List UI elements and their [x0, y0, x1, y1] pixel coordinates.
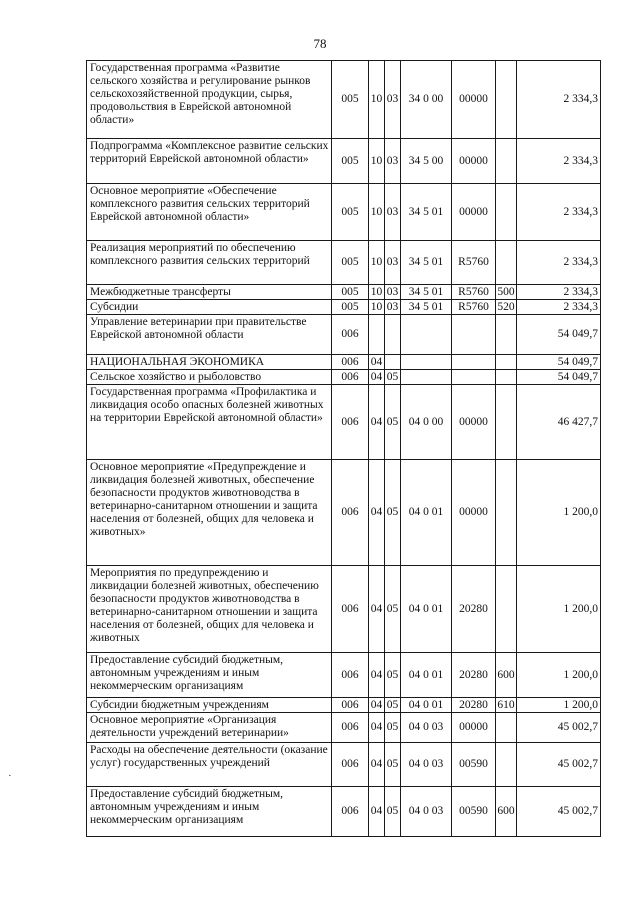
row-name: Субсидии	[87, 300, 332, 315]
row-section: 10	[369, 184, 385, 241]
row-target-article-2: 00000	[452, 61, 496, 139]
table-row	[87, 743, 601, 787]
row-ved: 006	[332, 787, 369, 837]
row-expense-type: 520	[497, 300, 515, 313]
row-subsection: 05	[385, 370, 401, 385]
row-amount: 2 334,3	[517, 139, 601, 184]
row-ved: 005	[332, 241, 369, 285]
row-target-article-1: 34 5 00	[401, 139, 452, 184]
row-name: Расходы на обеспечение деятельности (оказание услуг) государственных учреждений	[87, 743, 332, 787]
row-target-article-2: 00000	[452, 460, 496, 566]
row-section: 10	[369, 61, 385, 139]
table-row	[87, 698, 601, 713]
row-subsection: 03	[385, 300, 401, 315]
row-target-article-2: 00590	[452, 743, 496, 787]
table-row	[87, 460, 601, 566]
row-section: 10	[369, 285, 385, 300]
row-target-article-1	[401, 315, 452, 355]
row-section: 04	[369, 566, 385, 653]
table-row	[87, 315, 601, 355]
row-expense-type: 600	[496, 787, 517, 837]
budget-table	[86, 60, 601, 837]
row-subsection: 05	[385, 460, 401, 566]
row-ved: 006	[332, 460, 369, 566]
row-amount: 54 049,7	[517, 315, 601, 355]
row-target-article-2: 00590	[452, 787, 496, 837]
table-row	[87, 355, 601, 370]
table-row	[87, 385, 601, 460]
row-amount: 45 002,7	[517, 743, 601, 787]
row-expense-type	[496, 61, 517, 139]
row-target-article-1: 04 0 03	[401, 787, 452, 837]
table-row	[87, 139, 601, 184]
row-expense-type: 600	[496, 653, 517, 698]
row-subsection: 05	[385, 698, 401, 713]
row-target-article-2: 20280	[452, 653, 496, 698]
row-ved: 006	[332, 315, 369, 355]
budget-table-body	[87, 61, 601, 837]
row-subsection: 03	[385, 61, 401, 139]
row-ved: 005	[332, 300, 369, 315]
row-target-article-1: 04 0 03	[401, 743, 452, 787]
row-expense-type	[496, 139, 517, 184]
row-name: Государственная программа «Развитие сельского хозяйства и регулирование рынков сельскохозяйственной продукции, сырья, продовольствия в Еврейской автономной области»	[87, 61, 332, 139]
row-section: 04	[369, 713, 385, 743]
row-name: Предоставление субсидий бюджетным, автономным учреждениям и иным некоммерческим организациям	[87, 653, 332, 698]
row-expense-type	[496, 743, 517, 787]
row-target-article-1: 04 0 01	[401, 566, 452, 653]
row-target-article-1: 34 5 01	[401, 241, 452, 285]
row-amount: 1 200,0	[517, 460, 601, 566]
row-target-article-2: R5760	[452, 285, 496, 300]
row-name: Сельское хозяйство и рыболовство	[87, 370, 332, 385]
row-target-article-1	[401, 370, 452, 385]
row-section: 04	[369, 355, 385, 370]
row-name: Управление ветеринарии при правительстве Еврейской автономной области	[87, 315, 332, 355]
row-section: 04	[369, 370, 385, 385]
row-amount: 1 200,0	[517, 698, 601, 713]
row-target-article-1: 04 0 03	[401, 713, 452, 743]
row-ved: 005	[332, 285, 369, 300]
row-name: Мероприятия по предупреждению и ликвидации болезней животных, обеспечению безопасности продуктов животноводства в ветеринарно-санитарном отношении и защита населения от болезней, общих для человека и животных	[87, 566, 332, 653]
row-target-article-2: 20280	[452, 698, 496, 713]
table-row	[87, 285, 601, 300]
row-ved: 006	[332, 566, 369, 653]
row-subsection: 05	[385, 787, 401, 837]
row-target-article-1: 04 0 01	[401, 653, 452, 698]
row-subsection: 03	[385, 139, 401, 184]
row-amount: 2 334,3	[517, 61, 601, 139]
row-section: 04	[369, 385, 385, 460]
row-name: НАЦИОНАЛЬНАЯ ЭКОНОМИКА	[87, 355, 332, 370]
row-subsection: 05	[385, 743, 401, 787]
row-amount: 54 049,7	[517, 355, 601, 370]
stray-mark: ·	[8, 770, 12, 782]
row-expense-type	[496, 566, 517, 653]
row-name: Предоставление субсидий бюджетным, автономным учреждениям и иным некоммерческим организациям	[87, 787, 332, 837]
table-row	[87, 566, 601, 653]
row-expense-type: 610	[497, 698, 515, 711]
row-amount: 45 002,7	[517, 787, 601, 837]
row-ved: 005	[332, 184, 369, 241]
row-name: Подпрограмма «Комплексное развитие сельских территорий Еврейской автономной области»	[87, 139, 332, 184]
row-name: Основное мероприятие «Предупреждение и ликвидация болезней животных, обеспечение безопасности продуктов животноводства в ветеринарно-санитарном отношении и защита населения от болезней, общих для человека и животных»	[87, 460, 332, 566]
table-row	[87, 713, 601, 743]
row-name: Основное мероприятие «Обеспечение комплексного развития сельских территорий Еврейской автономной области»	[87, 184, 332, 241]
row-amount: 54 049,7	[517, 370, 601, 385]
row-amount: 46 427,7	[517, 385, 601, 460]
row-section: 04	[369, 787, 385, 837]
row-expense-type	[496, 241, 517, 285]
row-target-article-1: 34 5 01	[401, 300, 452, 315]
row-target-article-1	[401, 355, 452, 370]
row-expense-type	[496, 184, 517, 241]
row-target-article-2: R5760	[452, 300, 496, 315]
row-ved: 006	[332, 698, 369, 713]
row-ved: 006	[332, 713, 369, 743]
row-target-article-2: 00000	[452, 139, 496, 184]
row-target-article-2: R5760	[452, 241, 496, 285]
row-target-article-2	[452, 315, 496, 355]
row-subsection: 03	[385, 285, 401, 300]
row-expense-type	[496, 315, 517, 355]
row-expense-type	[496, 385, 517, 460]
row-section: 04	[369, 460, 385, 566]
row-ved: 006	[332, 370, 369, 385]
row-expense-type	[496, 370, 517, 385]
row-subsection: 05	[385, 713, 401, 743]
row-ved: 005	[332, 139, 369, 184]
row-expense-type	[496, 355, 517, 370]
row-name: Субсидии бюджетным учреждениям	[87, 698, 332, 713]
table-row	[87, 300, 601, 315]
row-amount: 2 334,3	[517, 241, 601, 285]
row-amount: 45 002,7	[517, 713, 601, 743]
row-section: 10	[369, 139, 385, 184]
row-expense-type	[496, 713, 517, 743]
row-target-article-2: 00000	[452, 184, 496, 241]
table-row	[87, 787, 601, 837]
row-section: 04	[369, 653, 385, 698]
row-target-article-2: 00000	[452, 713, 496, 743]
row-target-article-2	[452, 355, 496, 370]
table-row	[87, 184, 601, 241]
row-ved: 006	[332, 355, 369, 370]
row-target-article-1: 34 0 00	[401, 61, 452, 139]
row-amount: 2 334,3	[517, 184, 601, 241]
row-name: Реализация мероприятий по обеспечению комплексного развития сельских территорий	[87, 241, 332, 285]
row-subsection	[385, 315, 401, 355]
row-target-article-2: 00000	[452, 385, 496, 460]
row-target-article-1: 04 0 00	[401, 385, 452, 460]
row-amount: 2 334,3	[517, 285, 601, 300]
row-target-article-1: 34 5 01	[401, 184, 452, 241]
row-subsection: 05	[385, 653, 401, 698]
row-section	[369, 315, 385, 355]
row-subsection: 03	[385, 241, 401, 285]
row-ved: 005	[332, 61, 369, 139]
row-name: Основное мероприятие «Организация деятельности учреждений ветеринарии»	[87, 713, 332, 743]
row-target-article-2	[452, 370, 496, 385]
row-subsection: 03	[385, 184, 401, 241]
table-row	[87, 370, 601, 385]
row-section: 10	[369, 300, 385, 315]
row-section: 04	[369, 743, 385, 787]
row-amount: 2 334,3	[517, 300, 601, 315]
row-ved: 006	[332, 743, 369, 787]
row-subsection: 05	[385, 566, 401, 653]
row-target-article-2: 20280	[452, 566, 496, 653]
table-row	[87, 653, 601, 698]
page-number: 78	[313, 36, 327, 51]
row-target-article-1: 34 5 01	[401, 285, 452, 300]
row-ved: 006	[332, 385, 369, 460]
row-section: 10	[369, 241, 385, 285]
row-amount: 1 200,0	[517, 566, 601, 653]
row-expense-type: 500	[497, 285, 515, 298]
row-subsection: 05	[385, 385, 401, 460]
row-name: Государственная программа «Профилактика и ликвидация особо опасных болезней животных на территории Еврейской автономной области»	[87, 385, 332, 460]
table-row	[87, 241, 601, 285]
row-amount: 1 200,0	[517, 653, 601, 698]
row-expense-type	[496, 460, 517, 566]
row-target-article-1: 04 0 01	[401, 698, 452, 713]
row-name: Межбюджетные трансферты	[87, 285, 332, 300]
row-section: 04	[369, 698, 385, 713]
table-row	[87, 61, 601, 139]
row-subsection	[385, 355, 401, 370]
row-target-article-1: 04 0 01	[401, 460, 452, 566]
row-ved: 006	[332, 653, 369, 698]
